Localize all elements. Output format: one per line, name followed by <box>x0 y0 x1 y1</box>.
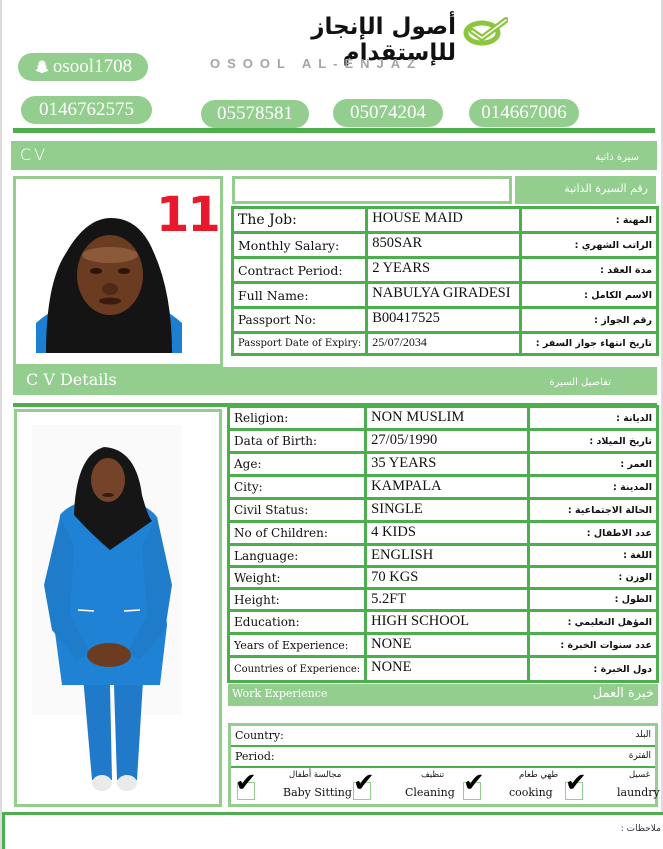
row-label-en: Passport Date of Expiry: <box>233 333 367 355</box>
skill-label-ar: طهي طعام <box>519 770 559 780</box>
row-label-ar: مدة العقد : <box>521 258 658 283</box>
phone-number: 014667006 <box>481 102 567 123</box>
row-label-en: Monthly Salary: <box>233 233 367 258</box>
table-row <box>229 407 658 430</box>
table-row <box>229 453 658 476</box>
row-value: 5.2FT <box>366 589 529 611</box>
job-info-table <box>231 206 659 356</box>
row-label-en: No of Children: <box>229 522 366 545</box>
row-label-ar: عدد سنوات الخبرة : <box>528 634 657 657</box>
row-value: SINGLE <box>366 499 529 522</box>
row-label-ar: تاريخ الميلاد : <box>528 430 657 453</box>
table-row <box>233 233 658 258</box>
table-row <box>229 522 658 545</box>
row-label-en: The Job: <box>233 208 367 233</box>
row-label-en: City: <box>229 476 366 499</box>
table-row <box>229 589 658 611</box>
table-row <box>229 657 658 682</box>
table-row <box>233 208 658 233</box>
table-row <box>233 283 658 308</box>
phone-badge-1[interactable] <box>21 96 152 124</box>
notes-label: ملاحظات : <box>620 824 661 834</box>
row-label-en: Weight: <box>229 567 366 589</box>
skills-row <box>231 768 660 804</box>
row-label-en: Language: <box>229 545 366 567</box>
cv-section-header <box>11 141 657 170</box>
full-body-frame <box>14 409 222 807</box>
row-label-ar: الحالة الاجتماعية : <box>528 499 657 522</box>
table-row <box>233 258 658 283</box>
skill-label-ar: مجالسة أطفال <box>289 770 342 780</box>
country-label-en: Country: <box>235 729 284 742</box>
row-label-ar: عدد الاطفال : <box>528 522 657 545</box>
row-value: ENGLISH <box>366 545 529 567</box>
row-label-ar: تاريخ انتهاء جواز السفر : <box>521 333 658 355</box>
notes-box[interactable] <box>2 812 663 849</box>
details-title-en: C V Details <box>26 370 117 389</box>
row-label-ar: الوزن : <box>528 567 657 589</box>
skill-label-en: Cleaning <box>405 786 455 799</box>
phone-badge-2[interactable] <box>201 100 309 128</box>
row-label-en: Age: <box>229 453 366 476</box>
full-body-photo <box>32 425 182 795</box>
skill-label-en: Baby Sitting <box>283 786 352 799</box>
phone-badge-4[interactable] <box>469 99 579 127</box>
row-value: HIGH SCHOOL <box>366 611 529 634</box>
row-label-en: Height: <box>229 589 366 611</box>
row-value: 25/07/2034 <box>367 333 521 355</box>
row-value: 35 YEARS <box>366 453 529 476</box>
logo-english-text: OSOOL AL-ENJAZ <box>210 56 423 71</box>
cv-details-section-header <box>13 367 657 395</box>
period-row <box>231 747 655 768</box>
period-label-ar: الفترة <box>628 751 651 761</box>
table-row <box>229 499 658 522</box>
skill-label-en: cooking <box>509 786 553 799</box>
country-label-ar: البلد <box>635 730 651 740</box>
work-experience-title-en: Work Experience <box>232 687 328 700</box>
row-label-ar: الراتب الشهري : <box>521 233 658 258</box>
phone-number: 05074204 <box>350 102 426 123</box>
row-value: 4 KIDS <box>366 522 529 545</box>
cv-badge-number: 11 <box>156 187 219 243</box>
row-value: NONE <box>366 634 529 657</box>
row-value: 850SAR <box>367 233 521 258</box>
skill-laundry[interactable] <box>561 768 660 804</box>
checkmark-icon: ✔ <box>565 768 587 798</box>
row-label-en: Countries of Experience: <box>229 657 366 682</box>
cv-number-field[interactable] <box>232 176 512 204</box>
row-value: 70 KGS <box>366 567 529 589</box>
skill-label-ar: غسيل <box>629 770 651 780</box>
row-label-en: Full Name: <box>233 283 367 308</box>
table-row <box>233 333 658 355</box>
row-label-ar: رقم الجواز : <box>521 308 658 333</box>
checkmark-icon: ✔ <box>463 768 485 798</box>
cv-number-label: رقم السيرة الذاتية <box>515 176 656 204</box>
table-row <box>229 430 658 453</box>
row-label-ar: المؤهل التعليمي : <box>528 611 657 634</box>
phone-number: 0146762575 <box>39 99 134 120</box>
portrait-frame <box>13 176 223 367</box>
row-value: 27/05/1990 <box>366 430 529 453</box>
company-logo <box>208 12 508 72</box>
table-row <box>229 634 658 657</box>
checkmark-logo-icon <box>462 16 508 46</box>
row-label-ar: دول الخبرة : <box>528 657 657 682</box>
details-table <box>227 405 659 683</box>
skill-cleaning[interactable] <box>351 768 456 804</box>
logo-arabic-text: أصول الإنجاز للإستقدام <box>311 14 456 66</box>
work-experience-title-ar: خبرة العمل <box>592 686 654 701</box>
country-row <box>231 726 655 747</box>
row-label-en: Education: <box>229 611 366 634</box>
row-value: NON MUSLIM <box>366 407 529 430</box>
row-value: B00417525 <box>367 308 521 333</box>
table-row <box>233 308 658 333</box>
row-label-ar: اللغة : <box>528 545 657 567</box>
row-label-ar: الديانة : <box>528 407 657 430</box>
snapchat-icon <box>34 59 50 75</box>
cv-title-ar: سيرة ذاتية <box>595 152 639 163</box>
row-label-ar: المدينة : <box>528 476 657 499</box>
work-experience-table <box>228 723 658 807</box>
row-label-en: Years of Experience: <box>229 634 366 657</box>
snapchat-handle: osool1708 <box>52 56 133 77</box>
row-label-en: Contract Period: <box>233 258 367 283</box>
checkmark-icon: ✔ <box>353 768 375 798</box>
skill-label-ar: تنظيف <box>421 770 445 780</box>
cv-title-en: CV <box>20 145 49 164</box>
row-value: 2 YEARS <box>367 258 521 283</box>
row-label-en: Civil Status: <box>229 499 366 522</box>
row-label-ar: الاسم الكامل : <box>521 283 658 308</box>
table-row <box>229 611 658 634</box>
row-label-en: Religion: <box>229 407 366 430</box>
row-value: NONE <box>366 657 529 682</box>
row-value: NABULYA GIRADESI <box>367 283 521 308</box>
phone-badge-3[interactable] <box>333 99 443 127</box>
checkmark-icon: ✔ <box>235 768 257 798</box>
period-label-en: Period: <box>235 750 275 763</box>
row-label-ar: المهنة : <box>521 208 658 233</box>
header-divider <box>13 128 655 133</box>
table-row <box>229 567 658 589</box>
skill-cooking[interactable] <box>461 768 561 804</box>
skill-baby-sitting[interactable] <box>231 768 352 804</box>
row-label-en: Passport No: <box>233 308 367 333</box>
row-label-en: Data of Birth: <box>229 430 366 453</box>
details-title-ar: تفاصيل السيرة <box>549 377 611 388</box>
row-label-ar: العمر : <box>528 453 657 476</box>
row-label-ar: الطول : <box>528 589 657 611</box>
row-value: KAMPALA <box>366 476 529 499</box>
snapchat-badge[interactable] <box>18 53 148 81</box>
table-row <box>229 545 658 567</box>
row-value: HOUSE MAID <box>367 208 521 233</box>
phone-number: 05578581 <box>217 103 293 124</box>
skill-label-en: laundry <box>617 786 660 799</box>
table-row <box>229 476 658 499</box>
work-experience-header <box>228 684 658 706</box>
